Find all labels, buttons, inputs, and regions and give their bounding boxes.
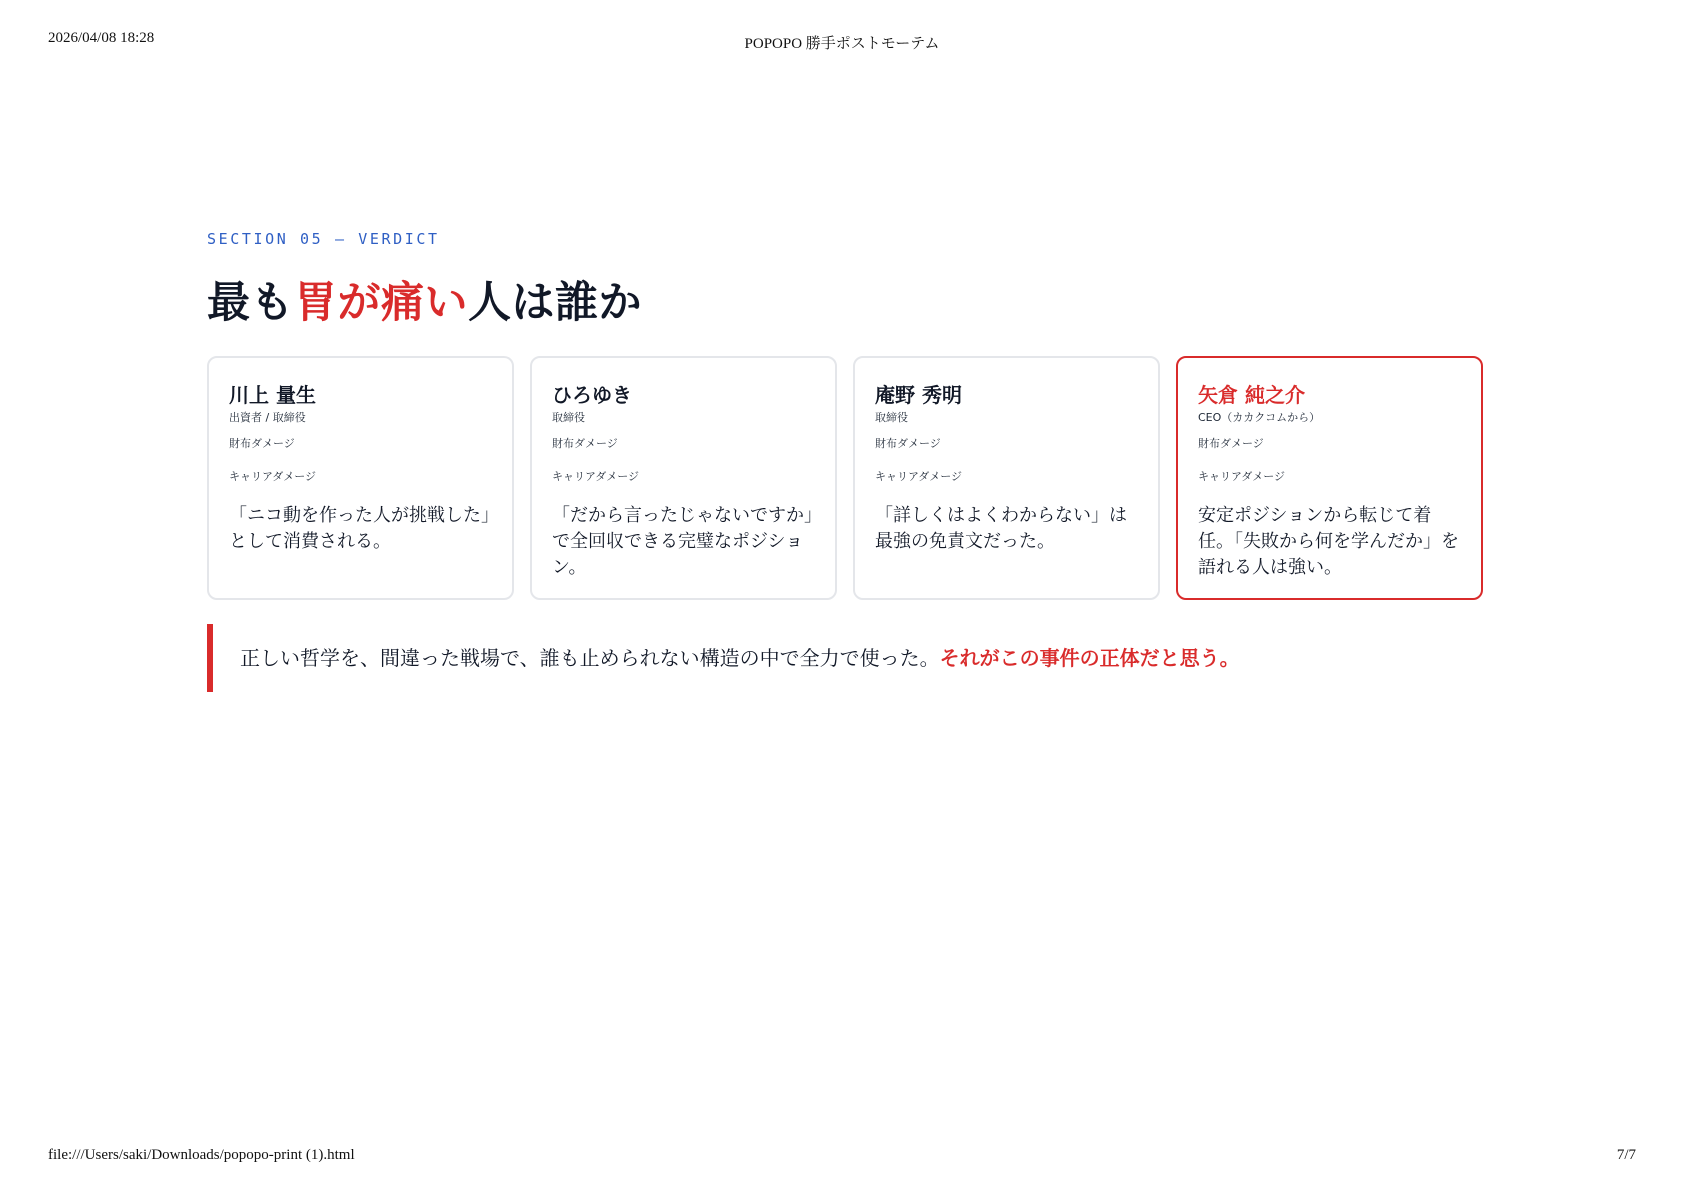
person-name: 矢倉 純之介	[1198, 383, 1305, 407]
person-quote: 安定ポジションから転じて着任。「失敗から何を学んだか」を語れる人は強い。	[1198, 505, 1459, 578]
section-headline	[207, 274, 1487, 332]
verdict-text: 正しい哲学を、間違った戦場で、誰も止められない構造の中で全力で使った。	[240, 646, 940, 670]
person-quote: 「だから言ったじゃないですか」で全回収できる完璧なポジション。	[552, 505, 813, 578]
wallet-damage-label: 財布ダメージ	[552, 437, 618, 450]
career-damage-label: キャリアダメージ	[552, 470, 640, 483]
person-name: 川上 量生	[229, 383, 316, 407]
wallet-damage-label: 財布ダメージ	[229, 437, 295, 450]
wallet-damage-label: 財布ダメージ	[875, 437, 941, 450]
print-title: POPOPO 勝手ポストモーテム	[744, 36, 940, 52]
section-eyebrow: SECTION 05 — VERDICT	[207, 230, 440, 248]
career-damage-label: キャリアダメージ	[229, 470, 317, 483]
verdict-section	[207, 230, 1487, 692]
wallet-damage-label: 財布ダメージ	[1198, 437, 1264, 450]
print-header	[48, 30, 1636, 52]
person-card-yagura	[1176, 356, 1483, 600]
person-card-kawakami	[207, 356, 514, 600]
person-name: ひろゆき	[552, 383, 632, 407]
verdict-emphasis: それがこの事件の正体だと思う。	[939, 646, 1240, 670]
person-role: CEO（カカクコムから）	[1198, 411, 1321, 424]
person-quote: 「詳しくはよくわからない」は最強の免責文だった。	[875, 505, 1127, 552]
career-damage-label: キャリアダメージ	[875, 470, 963, 483]
person-card-anno	[853, 356, 1160, 600]
career-damage-label: キャリアダメージ	[1198, 470, 1286, 483]
person-quote: 「ニコ動を作った人が挑戦した」として消費される。	[229, 505, 490, 552]
person-role: 取締役	[875, 411, 908, 424]
person-name: 庵野 秀明	[875, 383, 962, 407]
headline-part1: 最も	[207, 278, 294, 328]
print-footer	[48, 1147, 1636, 1169]
person-cards	[207, 356, 1487, 600]
person-card-hiroyuki	[530, 356, 837, 600]
person-role: 取締役	[552, 411, 585, 424]
print-date: 2026/04/08 18:28	[48, 30, 155, 46]
verdict-callout	[207, 624, 1487, 692]
person-role: 出資者 / 取締役	[229, 411, 306, 424]
print-url: file:///Users/saki/Downloads/popopo-print (1).html	[48, 1147, 355, 1163]
headline-accent: 胃が痛い	[294, 278, 468, 328]
print-page-number: 7/7	[1616, 1147, 1636, 1163]
headline-part2: 人は誰か	[468, 278, 642, 328]
